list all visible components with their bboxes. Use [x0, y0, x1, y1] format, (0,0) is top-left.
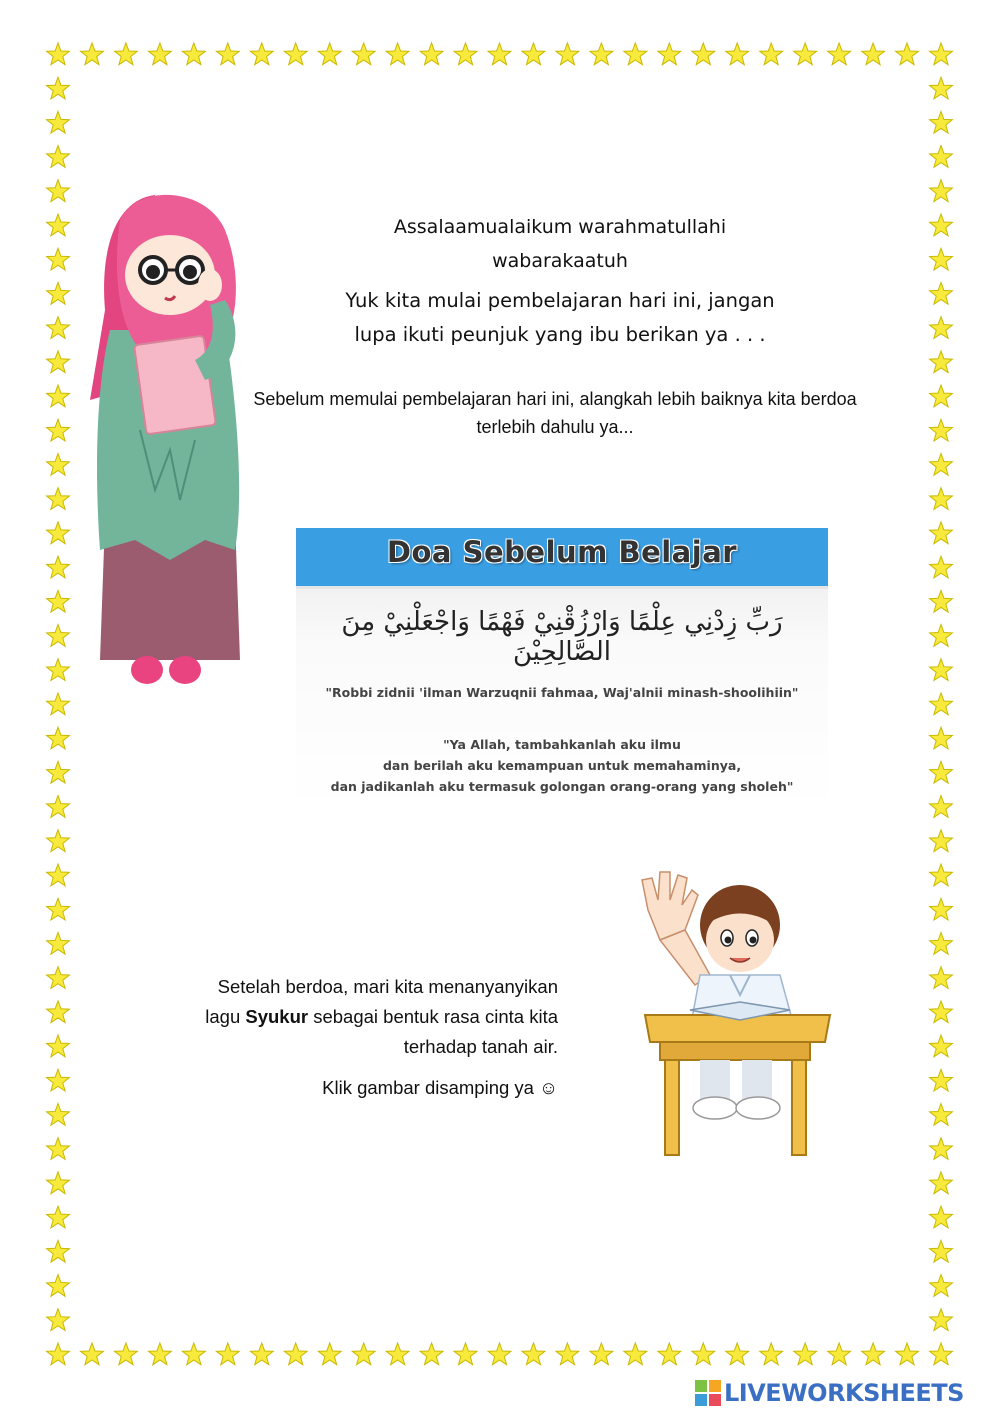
border-star-icon — [115, 43, 138, 65]
border-star-icon — [47, 967, 70, 989]
song-title: Syukur — [245, 1006, 309, 1027]
doa-meaning-line-2: dan berilah aku kemampuan untuk memahaminya, — [382, 758, 742, 773]
border-star-icon — [47, 898, 70, 920]
doa-arabic-text: رَبِّ زِدْنِي عِلْمًا وَارْزُقْنِيْ فَهْمًا وَاجْعَلْنِيْ مِنَ الصَّالِحِيْنَ — [341, 607, 783, 667]
border-star-icon — [930, 1309, 953, 1331]
song-text — [160, 972, 558, 1062]
border-star-icon — [47, 77, 70, 99]
border-star-icon — [47, 146, 70, 168]
border-star-icon — [182, 1343, 205, 1365]
border-star-icon — [47, 864, 70, 886]
border-star-icon — [47, 1172, 70, 1194]
border-star-icon — [930, 419, 953, 441]
instruction-line-1: Sebelum memulai pembelajaran hari ini, alangkah lebih baiknya kita berdoa — [253, 389, 857, 409]
border-star-icon — [420, 43, 443, 65]
border-star-icon — [352, 1343, 375, 1365]
border-star-icon — [81, 1343, 104, 1365]
border-star-icon — [47, 1206, 70, 1228]
border-star-icon — [930, 590, 953, 612]
border-star-icon — [930, 830, 953, 852]
border-star-icon — [930, 1240, 953, 1262]
border-star-icon — [930, 1069, 953, 1091]
border-star-icon — [930, 1104, 953, 1126]
song-line-1: Setelah berdoa, mari kita menanyanyikan — [217, 976, 558, 997]
border-star-icon — [47, 625, 70, 647]
border-star-icon — [794, 1343, 817, 1365]
border-star-icon — [930, 556, 953, 578]
border-star-icon — [692, 1343, 715, 1365]
border-star-icon — [556, 43, 579, 65]
border-star-icon — [828, 43, 851, 65]
border-star-icon — [930, 111, 953, 133]
border-star-icon — [115, 1343, 138, 1365]
border-star-icon — [896, 43, 919, 65]
border-star-icon — [930, 248, 953, 270]
song-line-2 — [160, 1002, 558, 1032]
doa-body — [296, 589, 828, 810]
border-star-icon — [182, 43, 205, 65]
border-star-icon — [930, 77, 953, 99]
song-line-2-post: sebagai bentuk rasa cinta kita — [308, 1006, 558, 1027]
click-hint: Klik gambar disamping ya ☺ — [322, 1077, 558, 1098]
border-star-icon — [81, 43, 104, 65]
liveworksheets-logo — [695, 1378, 964, 1408]
border-star-icon — [318, 43, 341, 65]
border-star-icon — [828, 1343, 851, 1365]
brand-name: LIVEWORKSHEETS — [724, 1379, 964, 1407]
border-star-icon — [930, 488, 953, 510]
border-star-icon — [47, 385, 70, 407]
border-star-icon — [930, 625, 953, 647]
border-star-icon — [930, 796, 953, 818]
intro-text — [300, 284, 820, 352]
doa-header — [296, 528, 828, 589]
border-star-icon — [930, 1001, 953, 1023]
border-star-icon — [47, 454, 70, 476]
border-star-icon — [47, 1069, 70, 1091]
greeting-line-1: Assalaamualaikum warahmatullahi — [393, 216, 727, 238]
border-star-icon — [930, 727, 953, 749]
border-star-icon — [590, 43, 613, 65]
border-star-icon — [47, 556, 70, 578]
border-star-icon — [47, 1001, 70, 1023]
intro-line-2: lupa ikuti peunjuk yang ibu berikan ya . . . — [354, 323, 766, 346]
border-star-icon — [420, 1343, 443, 1365]
border-star-icon — [47, 283, 70, 305]
border-star-icon — [862, 1343, 885, 1365]
border-star-icon — [658, 1343, 681, 1365]
border-star-icon — [149, 1343, 172, 1365]
border-star-icon — [760, 43, 783, 65]
song-line-2-pre: lagu — [205, 1006, 246, 1027]
border-star-icon — [284, 43, 307, 65]
border-star-icon — [47, 1035, 70, 1057]
border-star-icon — [896, 1343, 919, 1365]
border-star-icon — [930, 454, 953, 476]
border-star-icon — [149, 43, 172, 65]
border-star-icon — [930, 1035, 953, 1057]
border-star-icon — [47, 693, 70, 715]
instruction-line-2: terlebih dahulu ya... — [476, 417, 634, 437]
border-star-icon — [47, 317, 70, 339]
border-star-icon — [47, 830, 70, 852]
border-star-icon — [47, 1240, 70, 1262]
border-star-icon — [284, 1343, 307, 1365]
border-star-icon — [47, 488, 70, 510]
border-star-icon — [930, 1275, 953, 1297]
girl-illustration — [85, 190, 255, 690]
border-star-icon — [726, 43, 749, 65]
border-star-icon — [522, 43, 545, 65]
logo-badge-icon — [695, 1380, 721, 1406]
border-star-icon — [930, 1138, 953, 1160]
border-star-icon — [47, 933, 70, 955]
border-star-icon — [930, 1172, 953, 1194]
border-star-icon — [726, 1343, 749, 1365]
border-star-icon — [590, 1343, 613, 1365]
border-star-icon — [47, 761, 70, 783]
border-star-icon — [930, 967, 953, 989]
border-star-icon — [47, 351, 70, 373]
border-star-icon — [930, 351, 953, 373]
doa-meaning — [296, 734, 828, 797]
doa-title: Doa Sebelum Belajar — [386, 535, 738, 569]
border-star-icon — [522, 1343, 545, 1365]
border-star-icon — [930, 693, 953, 715]
greeting — [300, 210, 820, 278]
border-star-icon — [930, 761, 953, 783]
border-star-icon — [760, 1343, 783, 1365]
intro-line-1: Yuk kita mulai pembelajaran hari ini, jangan — [345, 289, 775, 312]
border-star-icon — [47, 419, 70, 441]
border-star-icon — [930, 317, 953, 339]
border-star-icon — [216, 43, 239, 65]
border-star-icon — [488, 1343, 511, 1365]
border-star-icon — [930, 1343, 953, 1365]
border-star-icon — [862, 43, 885, 65]
border-star-icon — [47, 111, 70, 133]
border-star-icon — [454, 43, 477, 65]
border-star-icon — [930, 522, 953, 544]
border-star-icon — [47, 659, 70, 681]
border-star-icon — [318, 1343, 341, 1365]
border-star-icon — [930, 864, 953, 886]
border-star-icon — [216, 1343, 239, 1365]
border-star-icon — [47, 1309, 70, 1331]
border-star-icon — [47, 590, 70, 612]
border-star-icon — [930, 385, 953, 407]
border-star-icon — [250, 43, 273, 65]
border-star-icon — [930, 214, 953, 236]
border-star-icon — [794, 43, 817, 65]
border-star-icon — [624, 43, 647, 65]
border-star-icon — [47, 1343, 70, 1365]
boy-at-desk-image-link[interactable] — [630, 870, 840, 1170]
doa-meaning-line-1: "Ya Allah, tambahkanlah aku ilmu — [443, 737, 681, 752]
border-star-icon — [658, 43, 681, 65]
border-star-icon — [47, 214, 70, 236]
border-star-icon — [47, 1138, 70, 1160]
instruction-text — [235, 385, 875, 441]
border-star-icon — [47, 180, 70, 202]
border-star-icon — [47, 248, 70, 270]
doa-latin-text: "Robbi zidnii 'ilman Warzuqnii fahmaa, Waj'alnii minash-shoolihiin" — [325, 685, 799, 700]
border-star-icon — [488, 43, 511, 65]
border-star-icon — [454, 1343, 477, 1365]
doa-card — [296, 528, 828, 810]
border-star-icon — [624, 1343, 647, 1365]
border-star-icon — [250, 1343, 273, 1365]
border-star-icon — [47, 727, 70, 749]
border-star-icon — [386, 1343, 409, 1365]
border-star-icon — [47, 796, 70, 818]
border-star-icon — [352, 43, 375, 65]
border-star-icon — [692, 43, 715, 65]
border-star-icon — [930, 1206, 953, 1228]
border-star-icon — [47, 43, 70, 65]
border-star-icon — [386, 43, 409, 65]
border-star-icon — [930, 180, 953, 202]
greeting-line-2: wabarakaatuh — [492, 250, 628, 272]
border-star-icon — [556, 1343, 579, 1365]
border-star-icon — [47, 1104, 70, 1126]
border-star-icon — [930, 283, 953, 305]
border-star-icon — [930, 43, 953, 65]
border-star-icon — [930, 933, 953, 955]
border-star-icon — [930, 146, 953, 168]
border-star-icon — [47, 522, 70, 544]
border-star-icon — [930, 659, 953, 681]
song-line-3: terhadap tanah air. — [403, 1036, 558, 1057]
border-star-icon — [930, 898, 953, 920]
doa-meaning-line-3: dan jadikanlah aku termasuk golongan orang-orang yang sholeh" — [330, 779, 794, 794]
border-star-icon — [47, 1275, 70, 1297]
